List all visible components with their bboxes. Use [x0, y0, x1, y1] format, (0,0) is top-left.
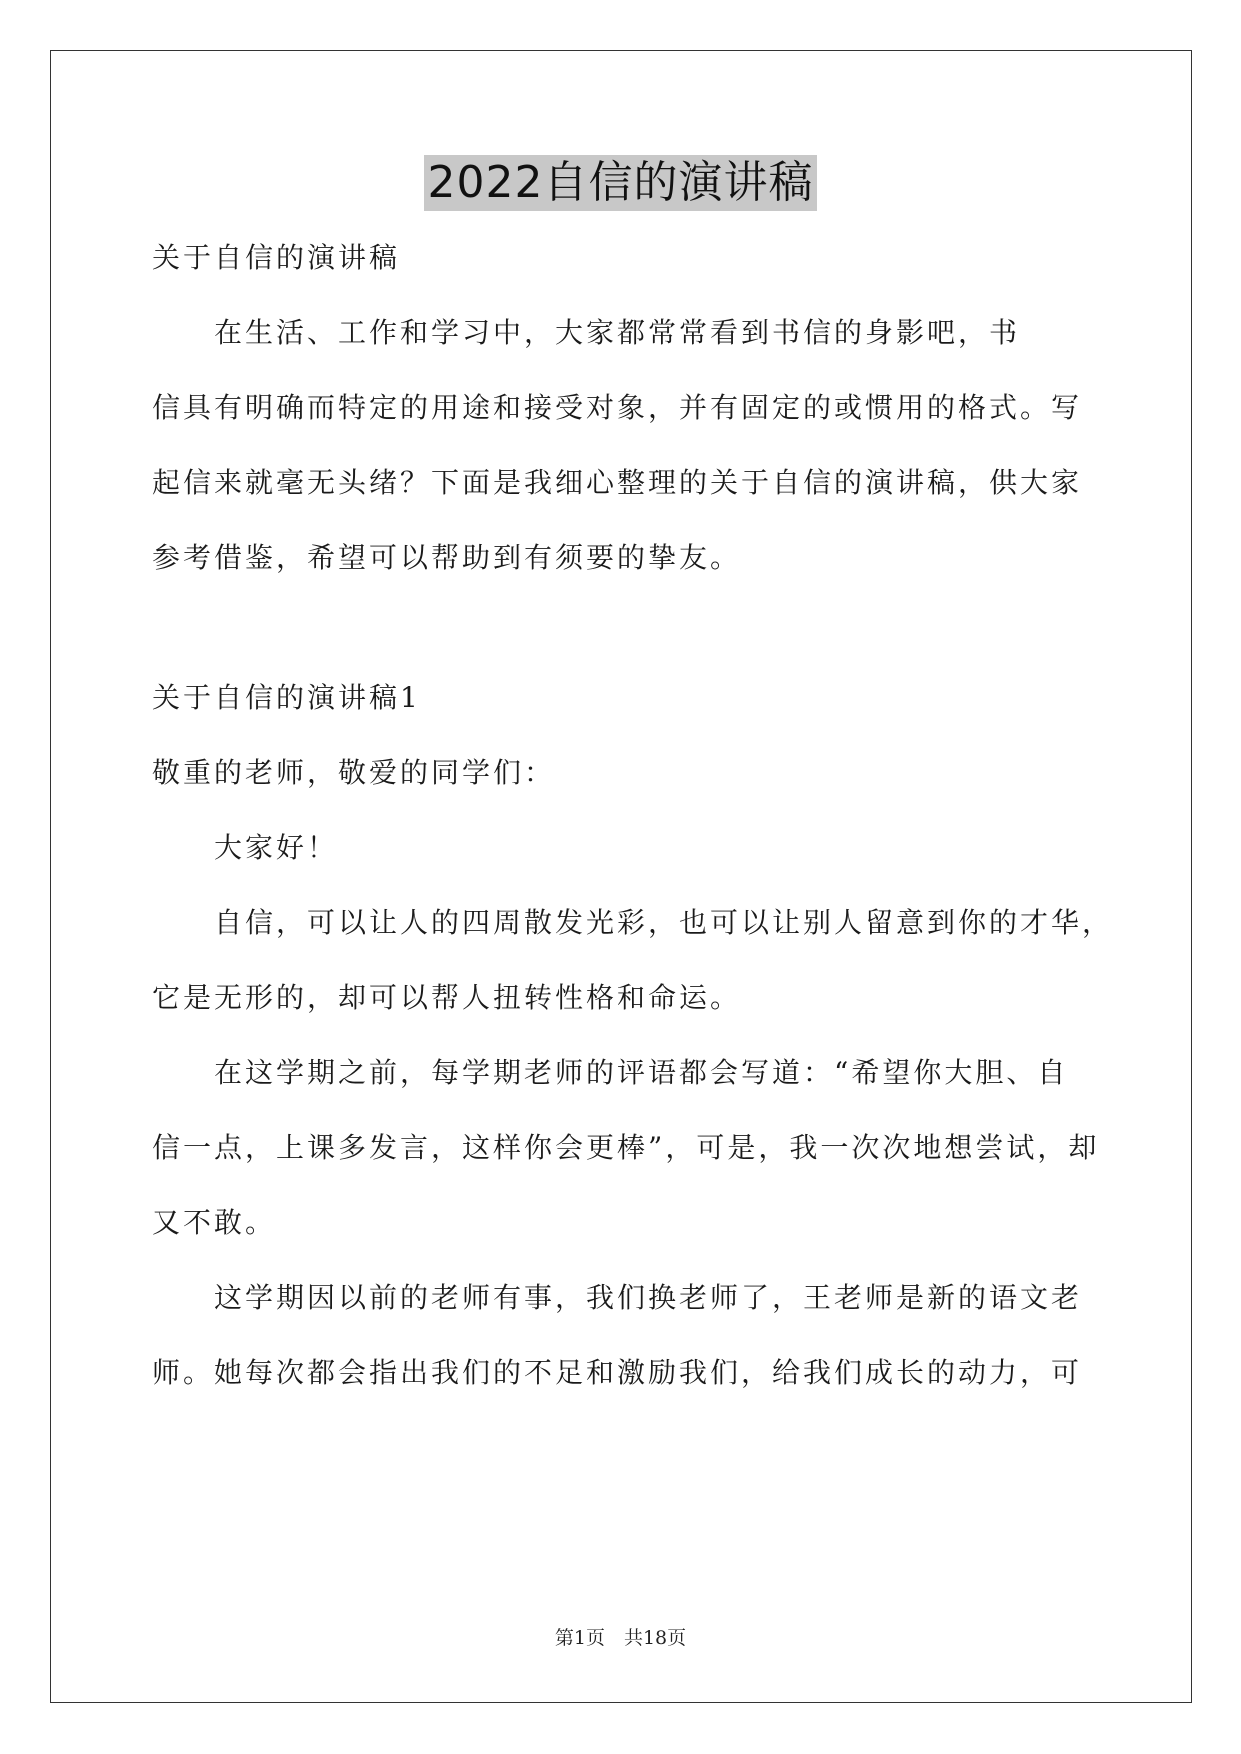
paragraph-line: 在生活、工作和学习中，大家都常常看到书信的身影吧，书 — [152, 316, 1021, 349]
salutation-line: 敬重的老师，敬爱的同学们： — [152, 756, 556, 789]
section-heading: 关于自信的演讲稿1 — [152, 681, 421, 714]
paragraph-line: 起信来就毫无头绪？下面是我细心整理的关于自信的演讲稿，供大家 — [152, 466, 1083, 499]
paragraph-line: 参考借鉴，希望可以帮助到有须要的挚友。 — [152, 541, 742, 574]
paragraph-line: 信具有明确而特定的用途和接受对象，并有固定的或惯用的格式。写 — [152, 391, 1083, 424]
title-container — [0, 155, 1241, 211]
paragraph-line: 又不敢。 — [152, 1206, 277, 1239]
paragraph-line: 它是无形的，却可以帮人扭转性格和命运。 — [152, 981, 742, 1014]
paragraph-line: 自信，可以让人的四周散发光彩，也可以让别人留意到你的才华， — [152, 906, 1114, 939]
page-footer: 第1页 共18页 — [554, 1627, 687, 1649]
greeting-line: 大家好！ — [152, 831, 339, 864]
subtitle-line: 关于自信的演讲稿 — [152, 241, 401, 274]
page-border — [50, 50, 1192, 1703]
paragraph-line: 在这学期之前，每学期老师的评语都会写道：“希望你大胆、自 — [152, 1056, 1069, 1089]
document-title: 2022自信的演讲稿 — [424, 155, 818, 211]
paragraph-line: 信一点，上课多发言，这样你会更棒”，可是，我一次次地想尝试，却 — [152, 1131, 1100, 1164]
paragraph-line: 这学期因以前的老师有事，我们换老师了，王老师是新的语文老 — [152, 1281, 1083, 1314]
paragraph-line: 师。她每次都会指出我们的不足和激励我们，给我们成长的动力，可 — [152, 1356, 1083, 1389]
